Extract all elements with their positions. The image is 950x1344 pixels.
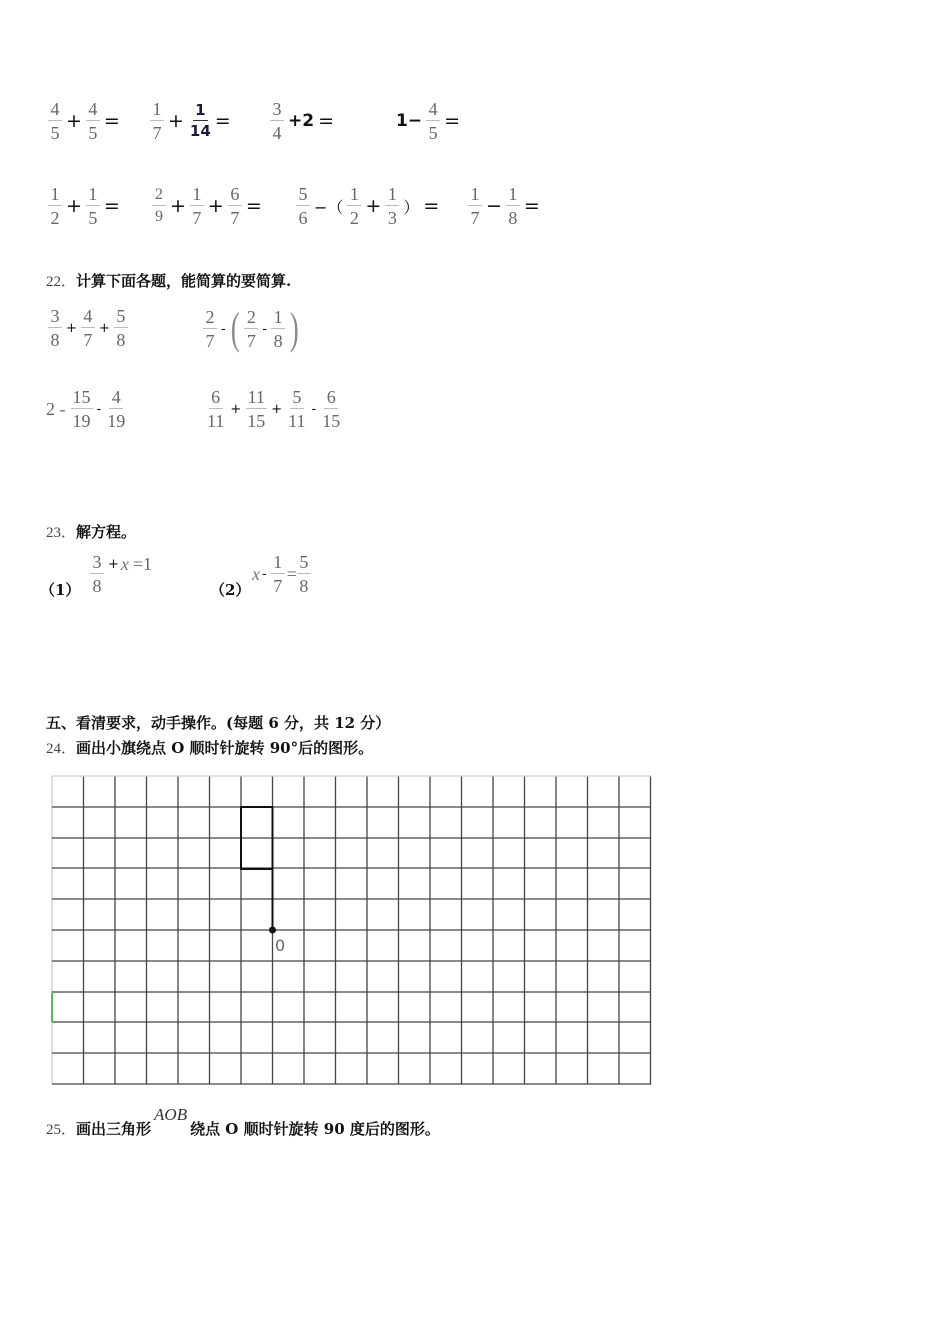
q22-problem-3 <box>46 388 129 430</box>
calc-item-2-2 <box>150 185 264 227</box>
left-paren: ( <box>230 304 240 353</box>
question-25-title: 25．画出三角形AOB绕点 O 顺时针旋转 90 度后的图形。 <box>46 1105 440 1138</box>
equals-sign: = <box>103 110 120 132</box>
equals-sign: = <box>286 563 297 584</box>
equation-1 <box>88 553 152 595</box>
calc-item-1-2 <box>148 100 233 142</box>
variable-x: x <box>252 563 260 584</box>
question-22-title: 22．计算下面各题，能简算的要简算. <box>46 272 292 290</box>
calc-item-1-1 <box>46 100 122 142</box>
operator: + <box>98 320 110 336</box>
fraction: $\frac{5}{6}$ <box>296 185 310 227</box>
operator: +2 <box>288 111 315 131</box>
section-5-title: 五、看清要求，动手操作。(每题 6 分，共 12 分） <box>46 714 391 732</box>
fraction: $\frac{1}{7}$ <box>271 553 285 595</box>
fraction: $\frac{5}{8}$ <box>114 307 128 349</box>
operator: −（ <box>314 197 344 217</box>
fraction: $\frac{11}{15}$ <box>247 387 266 431</box>
rotation-grid[interactable] <box>46 770 658 1090</box>
equals-sign: = <box>523 195 540 217</box>
fraction: $\frac{4}{5}$ <box>426 100 440 142</box>
operator: + <box>108 556 119 572</box>
calc-item-2-1 <box>46 185 122 227</box>
operator: + <box>170 195 186 217</box>
fraction: $\frac{4}{7}$ <box>81 307 95 349</box>
equation-2 <box>252 553 313 595</box>
fraction: $\frac{1}{8}$ <box>506 185 520 227</box>
fraction: $\frac{15}{19}$ <box>72 387 91 431</box>
fraction: $\frac{6}{7}$ <box>228 185 242 227</box>
fraction: $\frac{1}{14}$ <box>189 101 211 140</box>
variable-x: x <box>120 553 129 574</box>
fraction: $\frac{5}{8}$ <box>297 553 311 595</box>
operator: - <box>96 401 102 417</box>
triangle-label: AOB <box>154 1105 188 1124</box>
point-o <box>269 927 276 934</box>
operator: + <box>66 110 82 132</box>
equals-sign: = <box>214 110 231 132</box>
calc-item-1-4 <box>394 100 462 142</box>
fraction: $\frac{6}{11}$ <box>207 387 225 431</box>
equals-sign: = <box>318 110 334 132</box>
operator: - <box>262 321 268 337</box>
q22-problem-1 <box>46 307 130 349</box>
operator: + <box>271 401 283 417</box>
fraction: $\frac{4}{19}$ <box>107 387 126 431</box>
fraction: $\frac{1}{5}$ <box>86 185 100 227</box>
calc-item-1-3 <box>268 100 336 142</box>
q22-problem-2 <box>201 304 302 353</box>
fraction: $\frac{1}{8}$ <box>271 308 285 350</box>
flag-shape <box>241 807 273 930</box>
equals-sign: = <box>444 110 460 132</box>
calc-item-2-3 <box>294 185 441 227</box>
operator: - <box>221 321 226 337</box>
operator: - <box>262 566 267 582</box>
equation-rhs: =1 <box>132 553 153 574</box>
operator: + <box>66 195 82 217</box>
fraction: $\frac{1}{2}$ <box>347 185 361 227</box>
point-o-label: 0 <box>275 936 286 955</box>
operator: ） <box>403 197 420 217</box>
fraction: $\frac{3}{8}$ <box>90 553 104 595</box>
operator: + <box>230 401 242 417</box>
operator: + <box>66 320 77 336</box>
fraction: $\frac{4}{5}$ <box>48 100 62 142</box>
question-24-title: 24．画出小旗绕点 O 顺时针旋转 90°后的图形。 <box>46 739 374 757</box>
fraction: $\frac{3}{8}$ <box>48 307 62 349</box>
operator: 1− <box>396 111 423 131</box>
fraction: $\frac{4}{5}$ <box>86 100 100 142</box>
fraction: $\frac{2}{9}$ <box>152 187 166 225</box>
fraction: $\frac{1}{7}$ <box>150 100 164 142</box>
fraction: $\frac{1}{7}$ <box>190 185 204 227</box>
question-23-title: 23．解方程。 <box>46 523 137 541</box>
eq1-label: （1） <box>40 581 81 599</box>
calc-item-2-4 <box>466 185 542 227</box>
operator: 2 - <box>46 398 66 419</box>
operator: - <box>311 401 317 417</box>
fraction: $\frac{6}{15}$ <box>322 387 341 431</box>
fraction: $\frac{3}{4}$ <box>270 100 284 142</box>
eq2-label: （2） <box>210 581 251 599</box>
operator: − <box>486 195 502 217</box>
operator: + <box>168 110 184 132</box>
equals-sign: = <box>245 195 262 217</box>
equals-sign: = <box>103 195 120 217</box>
operator: + <box>365 195 382 217</box>
fraction: $\frac{2}{7}$ <box>203 308 217 350</box>
right-paren: ) <box>289 304 299 353</box>
fraction: $\frac{1}{3}$ <box>385 185 399 227</box>
operator: + <box>207 195 224 217</box>
q22-problem-4 <box>203 388 344 430</box>
grid-lines <box>52 776 651 1084</box>
fraction: $\frac{1}{7}$ <box>468 185 482 227</box>
fraction: $\frac{1}{2}$ <box>48 185 62 227</box>
equals-sign: = <box>423 195 440 217</box>
fraction: $\frac{5}{11}$ <box>288 387 306 431</box>
fraction: $\frac{2}{7}$ <box>244 308 258 350</box>
